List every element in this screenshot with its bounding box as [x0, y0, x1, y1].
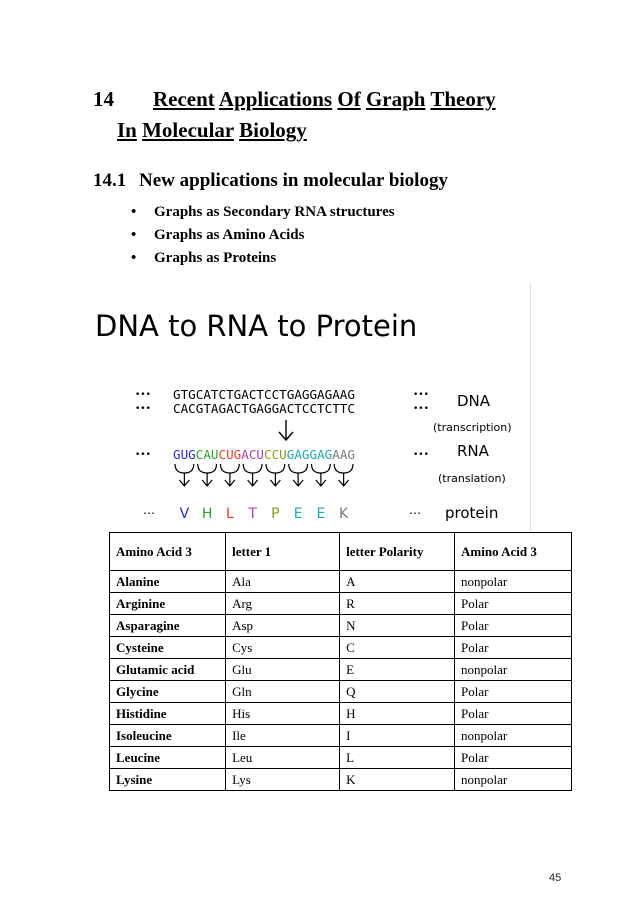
dna-bottom-strand: CACGTAGACTGAGGACTCCTCTTC: [173, 401, 355, 416]
rna-codon: GAG: [286, 447, 310, 462]
bullet-item: [128, 247, 395, 270]
codon-brace: [312, 464, 331, 473]
translation-label: (translation): [438, 472, 506, 485]
section-heading: [93, 84, 563, 146]
rna-label: RNA: [457, 442, 489, 460]
table-cell: Isoleucine: [110, 725, 226, 747]
amino-acid-letter: P: [271, 506, 280, 522]
table-cell: nonpolar: [455, 659, 572, 681]
rna-codon: GUG: [173, 447, 196, 462]
heading-number: 14: [93, 87, 114, 111]
amino-acid-letter: K: [339, 506, 349, 522]
table-cell: L: [340, 747, 455, 769]
table-cell: Asp: [226, 615, 340, 637]
heading-line-1: [93, 84, 563, 115]
bullet-item: [128, 201, 395, 224]
amino-acid-letter: H: [201, 506, 213, 522]
dna-label: DNA: [457, 392, 491, 410]
table-row: [110, 681, 572, 703]
codon-arrow: [316, 473, 326, 486]
bullet-list: [128, 201, 395, 270]
table-row: [110, 637, 572, 659]
dna-right-ellipsis: •••: [413, 390, 429, 400]
codon-brace: [243, 464, 262, 473]
table-cell: Alanine: [110, 571, 226, 593]
table-cell: Glycine: [110, 681, 226, 703]
page-number: 45: [549, 872, 562, 884]
rna-codon: CAU: [195, 447, 219, 462]
bullet-icon: •: [131, 227, 137, 243]
table-cell: nonpolar: [455, 725, 572, 747]
codon-arrow: [202, 473, 212, 486]
protein-left-ellipsis: ⋯: [143, 506, 155, 520]
table-cell: R: [340, 593, 455, 615]
codon-brace: [289, 464, 308, 473]
rna-codon: AAG: [332, 447, 355, 462]
table-cell: Lysine: [110, 769, 226, 791]
table-cell: Histidine: [110, 703, 226, 725]
codon-arrow: [339, 473, 349, 486]
dna-top-strand: GTGCATCTGACTCCTGAGGAGAAG: [173, 387, 355, 402]
transcription-arrow: [279, 420, 293, 440]
table-row: [110, 593, 572, 615]
codon-brace: [221, 464, 240, 473]
rna-strand: [173, 447, 355, 462]
table-cell: Ala: [226, 571, 340, 593]
table-row: [110, 725, 572, 747]
table-cell: E: [340, 659, 455, 681]
table-cell: Lys: [226, 769, 340, 791]
rna-codon: ACU: [241, 447, 264, 462]
heading-word: In: [117, 118, 137, 142]
codon-arrow: [248, 473, 258, 486]
heading-word: Applications: [218, 87, 333, 111]
table-cell: Asparagine: [110, 615, 226, 637]
dna-rna-protein-figure: [93, 282, 533, 532]
table-cell: Polar: [455, 681, 572, 703]
table-cell: N: [340, 615, 455, 637]
rna-left-ellipsis: •••: [135, 450, 151, 460]
codon-arrows: [175, 464, 353, 486]
dna-left-ellipsis: •••: [135, 404, 151, 414]
table-cell: Glutamic acid: [110, 659, 226, 681]
figure-title: DNA to RNA to Protein: [95, 309, 418, 343]
table-cell: Polar: [455, 703, 572, 725]
bullet-text: Graphs as Amino Acids: [154, 227, 305, 243]
heading-line-2: [93, 115, 563, 146]
amino-acid-letter: V: [179, 506, 190, 522]
table-body: [110, 571, 572, 791]
table-cell: Polar: [455, 593, 572, 615]
table-row: [110, 615, 572, 637]
table-cell: Cysteine: [110, 637, 226, 659]
table-cell: nonpolar: [455, 571, 572, 593]
amino-acid-letter: L: [225, 506, 234, 522]
codon-arrow: [179, 473, 189, 486]
table-cell: I: [340, 725, 455, 747]
table-row: [110, 769, 572, 791]
bullet-text: Graphs as Secondary RNA structures: [154, 204, 395, 220]
amino-acid-letter: E: [293, 506, 303, 522]
bullet-icon: •: [131, 250, 137, 266]
codon-brace: [266, 464, 285, 473]
table-cell: Q: [340, 681, 455, 703]
table-cell: Glu: [226, 659, 340, 681]
table-cell: K: [340, 769, 455, 791]
rna-right-ellipsis: •••: [413, 450, 429, 460]
amino-acid-letter: E: [316, 506, 326, 522]
column-header: Amino Acid 3: [110, 533, 226, 571]
transcription-label: (transcription): [433, 421, 512, 434]
table-cell: Leucine: [110, 747, 226, 769]
codon-arrow: [293, 473, 303, 486]
heading-word: Graph: [365, 87, 426, 111]
table-cell: C: [340, 637, 455, 659]
table-cell: Arginine: [110, 593, 226, 615]
amino-acid-letters: [180, 506, 349, 522]
rna-codon: CUG: [218, 447, 242, 462]
heading-word: Recent: [153, 87, 215, 111]
heading-word: Molecular: [142, 118, 234, 142]
codon-brace: [198, 464, 217, 473]
subsection-title: New applications in molecular biology: [139, 170, 448, 191]
bullet-item: [128, 224, 395, 247]
table-cell: His: [226, 703, 340, 725]
table-row: [110, 571, 572, 593]
dna-left-ellipsis: •••: [135, 390, 151, 400]
protein-right-ellipsis: ⋯: [409, 506, 421, 520]
column-header: letter 1: [226, 533, 340, 571]
table-cell: Polar: [455, 747, 572, 769]
table-row: [110, 703, 572, 725]
table-cell: Arg: [226, 593, 340, 615]
table-cell: Ile: [226, 725, 340, 747]
table-cell: nonpolar: [455, 769, 572, 791]
codon-brace: [334, 464, 353, 473]
table-cell: Leu: [226, 747, 340, 769]
table-cell: Cys: [226, 637, 340, 659]
table-header-row: [110, 533, 572, 571]
codon-brace: [175, 464, 194, 473]
table-row: [110, 659, 572, 681]
table-row: [110, 747, 572, 769]
subsection-number: 14.1: [93, 170, 127, 191]
heading-word: Biology: [239, 118, 307, 142]
table-cell: Polar: [455, 615, 572, 637]
table-cell: Gln: [226, 681, 340, 703]
rna-codon: CCU: [264, 447, 287, 462]
codon-arrow: [270, 473, 280, 486]
table-cell: Polar: [455, 637, 572, 659]
rna-codon: GAG: [309, 447, 333, 462]
codon-arrow: [225, 473, 235, 486]
heading-word: Of: [337, 87, 361, 111]
bullet-icon: •: [131, 204, 137, 220]
protein-label: protein: [445, 504, 499, 522]
subsection-heading: [93, 170, 448, 192]
column-header: letter Polarity: [340, 533, 455, 571]
column-header: Amino Acid 3: [455, 533, 572, 571]
amino-acid-table: [109, 532, 572, 791]
amino-acid-letter: T: [248, 506, 257, 522]
heading-word: Theory: [430, 87, 496, 111]
bullet-text: Graphs as Proteins: [154, 250, 277, 266]
table-cell: A: [340, 571, 455, 593]
dna-right-ellipsis: •••: [413, 404, 429, 414]
table-cell: H: [340, 703, 455, 725]
